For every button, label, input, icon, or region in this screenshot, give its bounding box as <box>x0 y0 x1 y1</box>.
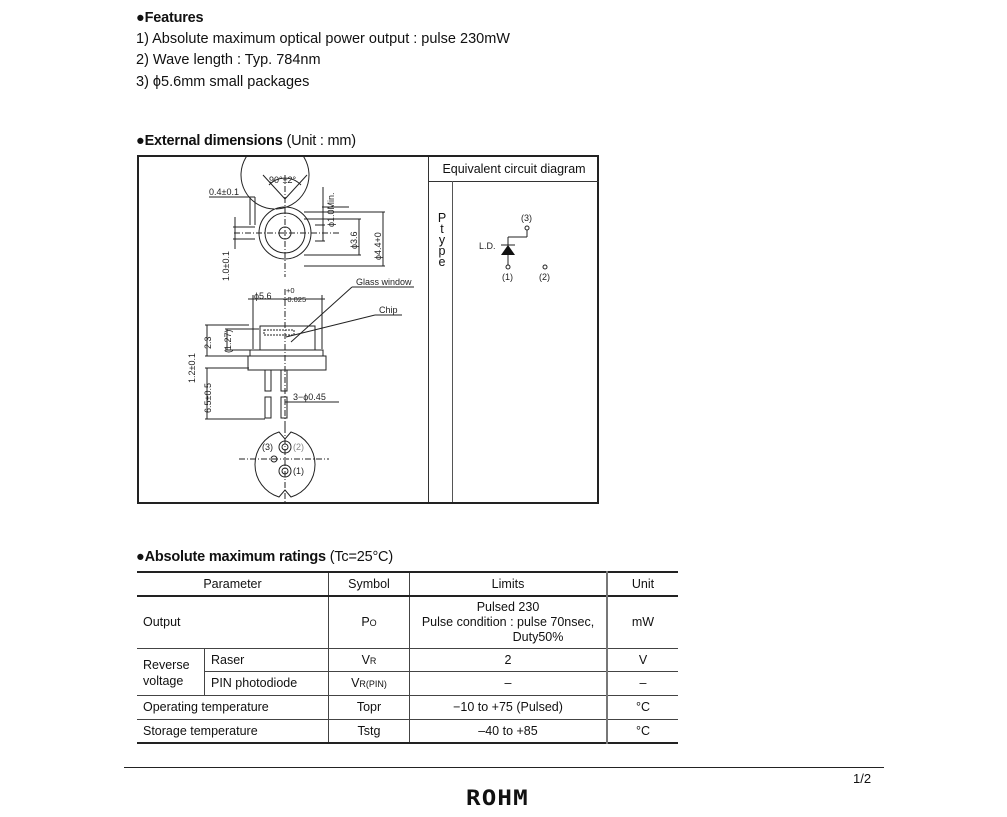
pin3-label: (3) <box>262 442 273 452</box>
dimensions-figure <box>137 155 599 504</box>
pin3-terminal <box>525 226 529 230</box>
ratings-condition: (Tc=25°C) <box>329 549 393 565</box>
tol-minus-label: −0.025 <box>283 295 307 304</box>
unit-output: mW <box>607 596 678 648</box>
figure-divider <box>428 157 429 502</box>
notch-offset-label: 1.0±0.1 <box>221 251 231 281</box>
param-storage-temp: Storage temperature <box>143 723 258 738</box>
ld-label: L.D. <box>479 241 496 251</box>
symbol-storage-temp: Tstg <box>329 719 410 743</box>
unit-operating-temp: °C <box>607 695 678 719</box>
pin2-terminal <box>543 265 547 269</box>
ratings-heading: ●Absolute maximum ratings (Tc=25°C) <box>136 549 393 565</box>
limit-raser: 2 <box>410 648 608 671</box>
unit-pin: – <box>607 671 678 695</box>
feature-item: 3) ϕ5.6mm small packages <box>136 74 310 90</box>
circuit-title: Equivalent circuit diagram <box>429 157 599 182</box>
symbol-pin: VR(PIN) <box>329 671 410 695</box>
rohm-logo: ROHM <box>466 786 529 810</box>
cap-flange <box>250 350 323 356</box>
angle-label: 90°±2° <box>269 175 297 185</box>
bullet-icon: ● <box>136 10 145 26</box>
table-row <box>137 695 678 719</box>
page-number: 1/2 <box>853 771 872 786</box>
symbol-output: PO <box>329 596 410 648</box>
cap-height-label: 2.3 <box>203 336 213 349</box>
inner-dia-label: ϕ3.6 <box>349 231 359 249</box>
symbol-raser: VR <box>329 648 410 671</box>
total-height-label: 1.2±0.1 <box>187 353 197 383</box>
chip-height-label: (1.27) <box>223 329 233 353</box>
ratings-table <box>137 571 678 744</box>
hole-min-label: ϕ1.0Min. <box>326 192 336 227</box>
unit-storage-temp: °C <box>607 719 678 743</box>
package-drawing <box>139 157 428 502</box>
glass-window-label: Glass window <box>356 277 412 287</box>
diode-icon <box>501 245 515 255</box>
unit-note: (Unit : mm) <box>286 133 356 149</box>
flange-dia-label: ϕ4.4+0 <box>373 232 383 260</box>
table-row <box>137 648 678 671</box>
param-raser: Raser <box>205 648 329 671</box>
lead-2-end <box>281 397 287 418</box>
feature-item: 1) Absolute maximum optical power output : pulse 230mW <box>136 31 510 47</box>
lead-1-end <box>265 397 271 418</box>
cap-dia-label: ϕ5.6 <box>254 291 272 301</box>
limit-pin: – <box>410 671 608 695</box>
param-operating-temp: Operating temperature <box>143 700 269 714</box>
notch-width-label: 0.4±0.1 <box>209 187 239 197</box>
pin2-label: (2) <box>293 442 304 452</box>
header-symbol: Symbol <box>329 572 410 596</box>
type-label: P t y p e <box>437 211 447 269</box>
circuit-pin2-label: (2) <box>539 272 550 282</box>
footer-divider <box>124 767 884 768</box>
circuit-pin1-label: (1) <box>502 272 513 282</box>
unit-raser: V <box>607 648 678 671</box>
external-dimensions-heading: ●External dimensions (Unit : mm) <box>136 133 356 149</box>
param-output: Output <box>143 615 181 630</box>
glass-window <box>264 330 294 335</box>
table-row <box>137 719 678 743</box>
table-row <box>137 596 678 648</box>
header-unit: Unit <box>607 572 678 596</box>
circuit-side-divider <box>452 181 453 502</box>
feature-item: 2) Wave length : Typ. 784nm <box>136 52 321 68</box>
param-reverse-voltage: Reverse voltage <box>143 657 190 688</box>
table-header-row <box>137 572 678 596</box>
limit-output: Pulsed 230 Pulse condition : pulse 70nsec, Duty50% <box>410 596 608 648</box>
pin1-terminal <box>506 265 510 269</box>
lead-2 <box>281 370 287 391</box>
bullet-icon: ● <box>136 549 145 565</box>
bullet-icon: ● <box>136 133 145 149</box>
limit-storage-temp: –40 to +85 <box>410 719 608 743</box>
tol-plus-label: +0 <box>286 286 295 295</box>
features-heading: ●Features <box>136 10 204 26</box>
pin1-label: (1) <box>293 466 304 476</box>
chip-label: Chip <box>379 305 398 315</box>
circuit-diagram <box>479 207 569 287</box>
param-pin-photodiode: PIN photodiode <box>205 671 329 695</box>
lead-dia-label: 3−ϕ0.45 <box>293 392 326 402</box>
header-parameter: Parameter <box>203 577 262 591</box>
table-row <box>137 671 678 695</box>
lead-length-label: 6.5±0.5 <box>203 383 213 413</box>
stem <box>248 356 326 370</box>
header-limits: Limits <box>410 572 608 596</box>
circuit-pin3-label: (3) <box>521 213 532 223</box>
lead-1 <box>265 370 271 391</box>
limit-operating-temp: −10 to +75 (Pulsed) <box>410 695 608 719</box>
symbol-operating-temp: Topr <box>329 695 410 719</box>
